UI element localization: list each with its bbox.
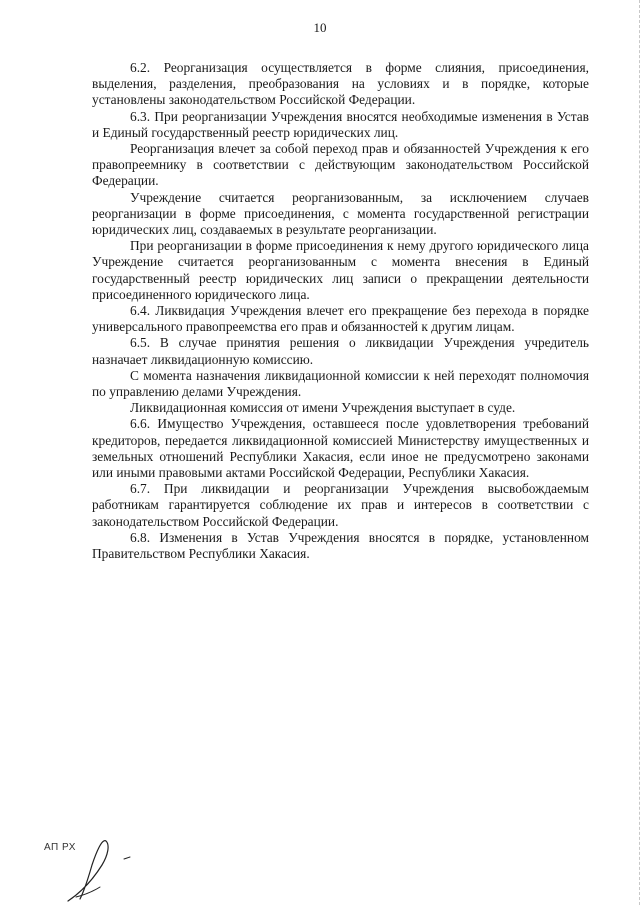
paragraph-6-8: 6.8. Изменения в Устав Учреждения вносятся в порядке, установленном Правительством Республики Хакасия.	[92, 529, 589, 562]
paragraph-reorganization-transfer: Реорганизация влечет за собой переход прав и обязанностей Учреждения к его правопреемнику в соответствии с действующим законодательством Российской Федерации.	[92, 141, 589, 189]
paragraph-6-3: 6.3. При реорганизации Учреждения вносятся необходимые изменения в Устав и Единый государственный реестр юридических лиц.	[92, 108, 589, 140]
paragraph-6-4: 6.4. Ликвидация Учреждения влечет его прекращение без перехода в порядке универсального правопреемства его прав и обязанностей к другим лицам.	[92, 303, 589, 335]
page-number: 10	[313, 20, 327, 35]
paragraph-commission-court: Ликвидационная комиссия от имени Учреждения выступает в суде.	[130, 400, 516, 416]
signature-mark	[58, 835, 148, 905]
paragraph-6-5: 6.5. В случае принятия решения о ликвидации Учреждения учредитель назначает ликвидационную комиссию.	[92, 335, 589, 367]
paragraph-6-7: 6.7. При ликвидации и реорганизации Учреждения высвобождаемым работникам гарантируется соблюдение их прав и интересов в соответствии с законодательством Российской Федерации.	[92, 481, 589, 529]
paragraph-6-2: 6.2. Реорганизация осуществляется в форме слияния, присоединения, выделения, разделения, преобразования на условиях и в порядке, которые установлены законодательством Российской Федерации.	[92, 60, 589, 108]
paragraph-commission-powers: С момента назначения ликвидационной комиссии к ней переходят полномочия по управлению делами Учреждения.	[92, 367, 589, 400]
paragraph-merger-moment: При реорганизации в форме присоединения к нему другого юридического лица Учреждение считается реорганизованным с момента внесения в Единый государственный реестр юридических лиц записи о прекращении деятельности присоединенного юридического лица.	[92, 238, 589, 302]
document-body	[92, 60, 589, 562]
paragraph-6-6: 6.6. Имущество Учреждения, оставшееся после удовлетворения требований кредиторов, передается ликвидационной комиссией Министерству имущественных и земельных отношений Республики Хакасия, если иное не предусмотрено законами или иными правовыми актами Российской Федерации, Республики Хакасия.	[92, 416, 589, 481]
stamp-code: АП РХ	[44, 842, 76, 853]
paragraph-reorganized-moment: Учреждение считается реорганизованным, за исключением случаев реорганизации в форме присоединения, с момента государственной регистрации юридических лиц, создаваемых в результате реорганизации.	[92, 189, 589, 238]
